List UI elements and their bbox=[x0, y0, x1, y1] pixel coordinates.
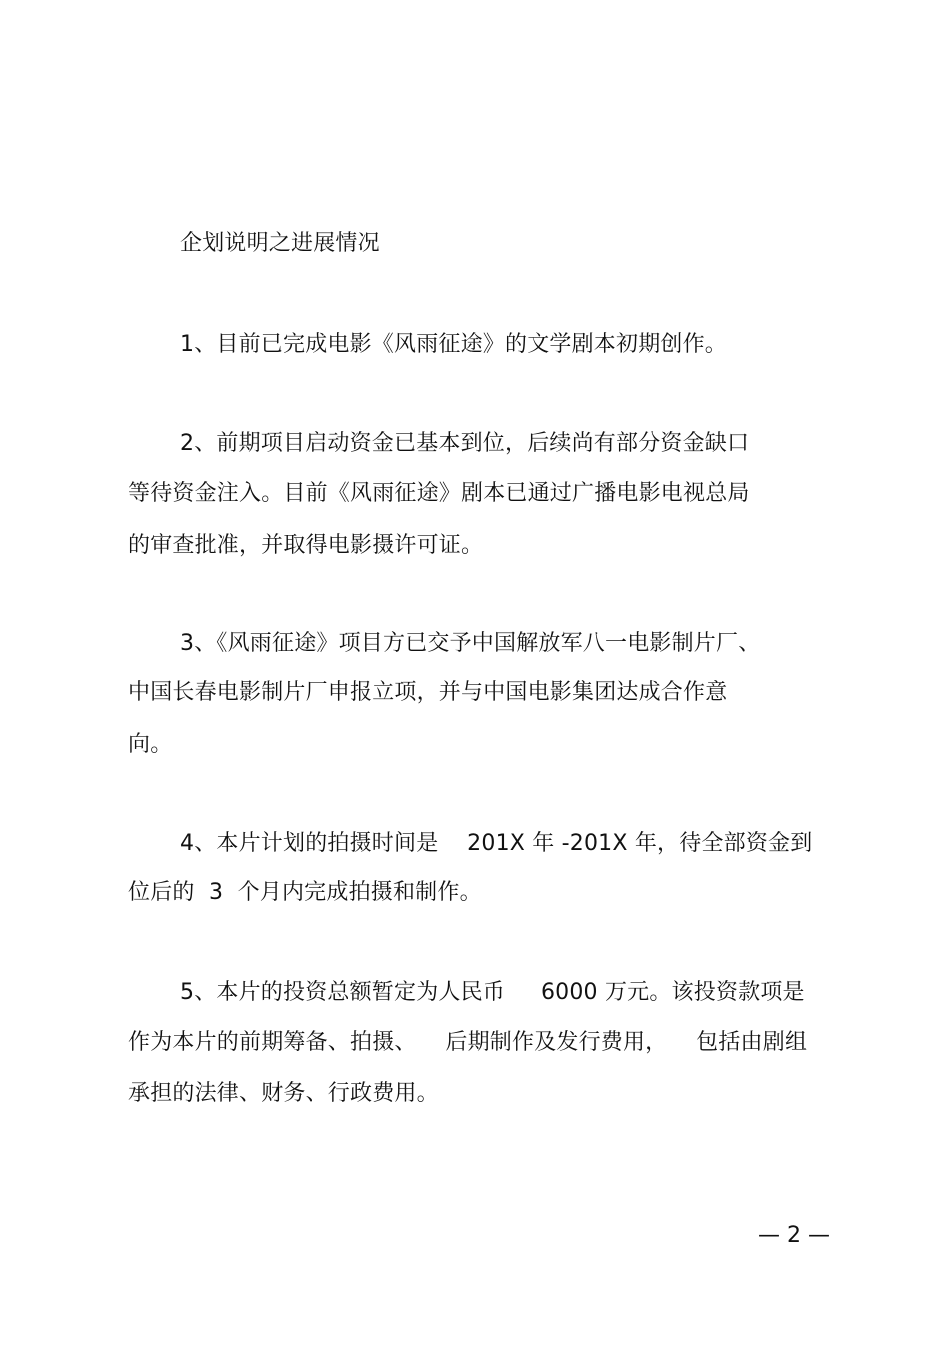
section-heading: 企划说明之进展情况 bbox=[180, 231, 380, 256]
page-number: — 2 — bbox=[758, 1223, 830, 1248]
paragraph-4-line-2: 位后的 3 个月内完成拍摄和制作。 bbox=[128, 880, 482, 905]
paragraph-2-line-2: 等待资金注入。目前《风雨征途》剧本已通过广播电影电视总局 bbox=[128, 481, 750, 506]
paragraph-3-line-3: 向。 bbox=[128, 732, 173, 757]
paragraph-3-line-1: 3、《风雨征途》项目方已交予中国解放军八一电影制片厂、 bbox=[180, 631, 761, 656]
paragraph-3-line-2: 中国长春电影制片厂申报立项，并与中国电影集团达成合作意 bbox=[128, 680, 728, 705]
paragraph-5-line-3: 承担的法律、财务、行政费用。 bbox=[128, 1081, 439, 1106]
paragraph-5-line-1: 5、本片的投资总额暂定为人民币 6000 万元。该投资款项是 bbox=[180, 980, 805, 1005]
paragraph-2-line-3: 的审查批准，并取得电影摄许可证。 bbox=[128, 533, 484, 558]
paragraph-2-line-1: 2、前期项目启动资金已基本到位，后续尚有部分资金缺口 bbox=[180, 431, 750, 456]
paragraph-1-line-1: 1、目前已完成电影《风雨征途》的文学剧本初期创作。 bbox=[180, 332, 727, 357]
paragraph-5-line-2: 作为本片的前期筹备、拍摄、 后期制作及发行费用， 包括由剧组 bbox=[128, 1030, 808, 1055]
paragraph-4-line-1: 4、本片计划的拍摄时间是 201X 年 -201X 年，待全部资金到 bbox=[180, 831, 813, 856]
